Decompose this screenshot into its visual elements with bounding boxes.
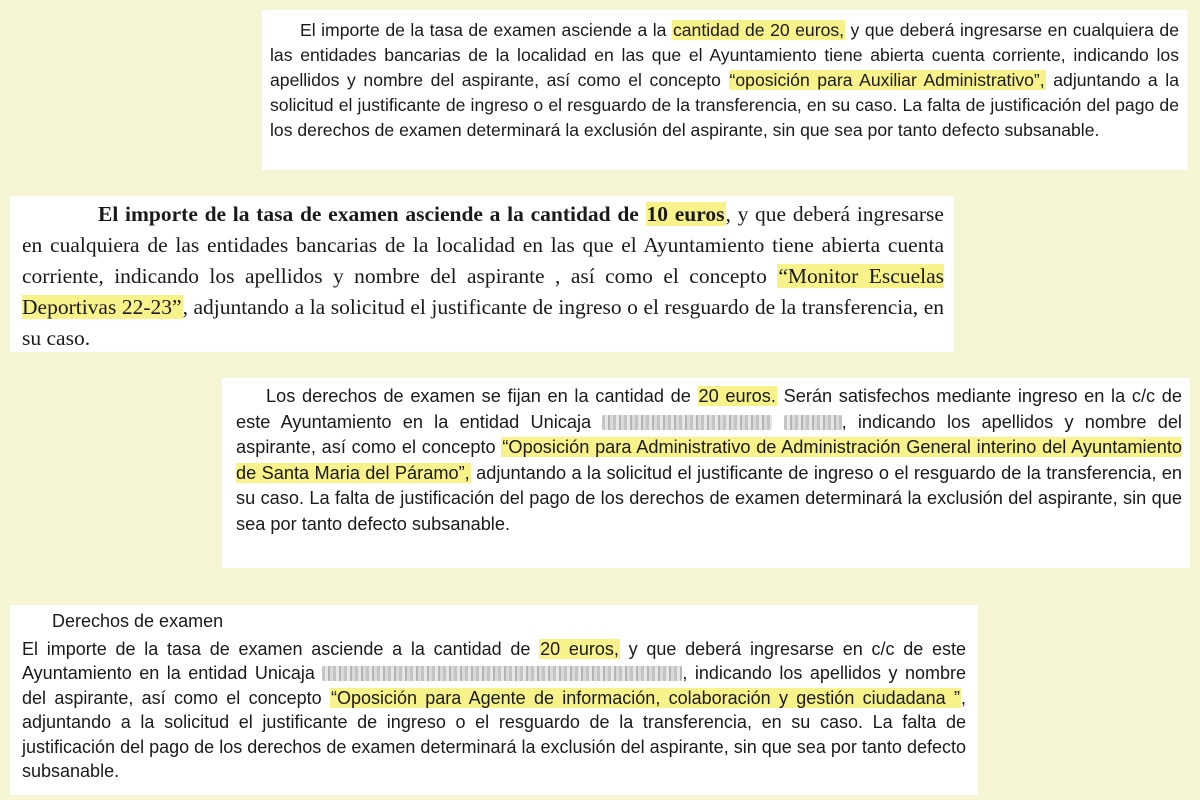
- clip-4-paragraph: [22, 637, 966, 784]
- clip-4-text-3: , indicando los apellidos y nombre del aspirante, así como el concepto: [22, 663, 966, 708]
- clip-3-text-1: Los derechos de examen se fijan en la cantidad de: [266, 386, 698, 406]
- clip-4-concept-highlight: “Oposición para Agente de información, colaboración y gestión ciudadana ”: [330, 687, 960, 708]
- clip-4-text-2: y que deberá ingresarse en c/c de este Ayuntamiento en la entidad Unicaja: [22, 638, 966, 683]
- document-clip-1: [262, 10, 1187, 170]
- clip-3-text-2: Serán satisfechos mediante ingreso en la c/c de este Ayuntamiento en la entidad Unicaja: [236, 386, 1182, 432]
- clip-4-heading: Derechos de examen: [52, 611, 224, 631]
- clip-1-concept-highlight: “oposición para Auxiliar Administrativo”,: [729, 70, 1045, 90]
- clip-3-text-3: , indicando los apellidos y nombre del aspirante, así como el concepto: [236, 411, 1182, 457]
- document-clip-4: [10, 605, 978, 795]
- clip-1-amount-highlight: cantidad de 20 euros,: [672, 20, 845, 40]
- clip-2-paragraph: [22, 199, 944, 354]
- clip-2-concept-highlight: “Monitor Escuelas Deportivas 22-23”: [22, 264, 944, 319]
- clip-4-text-4: , adjuntando a la solicitud el justificante de ingreso o el resguardo de la transferencia, en su caso. La falta de justificación del pago de los derechos de examen determinará la exclusión del aspirante, sin que sea por tanto defecto subsanable.: [22, 687, 967, 781]
- document-clip-2: [10, 196, 954, 352]
- clip-2-amount-highlight: 10 euros: [646, 202, 725, 226]
- clip-1-text-2: y que deberá ingresarse en cualquiera de las entidades bancarias de la localidad en las que el Ayuntamiento tiene abierta cuenta corriente, indicando los apellidos y nombre del aspirante, así como el concepto: [270, 20, 1179, 90]
- clip-3-redacted-account-a: [602, 415, 772, 430]
- clip-1-text-3: adjuntando a la solicitud el justificante de ingreso o el resguardo de la transferencia, en su caso. La falta de justificación del pago de los derechos de examen determinará la exclusión del aspirante, sin que sea por tanto defecto subsanable.: [270, 70, 1180, 140]
- clip-4-text-1: El importe de la tasa de examen asciende a la cantidad de: [22, 638, 540, 659]
- clip-2-text-3: , adjuntando a la solicitud el justificante de ingreso o el resguardo de la transferencia, en su caso.: [22, 295, 944, 350]
- clip-4-redacted-account: [322, 666, 682, 681]
- clip-3-concept-highlight: “Oposición para Administrativo de Administración General interino del Ayuntamiento de Santa Maria del Páramo”,: [236, 437, 1182, 483]
- clip-1-text-1: El importe de la tasa de examen asciende a la: [300, 20, 672, 40]
- clip-3-paragraph: [236, 384, 1182, 537]
- clip-4-amount-highlight: 20 euros,: [540, 638, 619, 659]
- document-clip-3: [222, 378, 1190, 568]
- clip-1-paragraph: [270, 18, 1179, 143]
- clip-2-lead-text: El importe de la tasa de examen asciende a la cantidad de: [98, 202, 646, 226]
- clip-3-redacted-account-b: [784, 415, 842, 430]
- clip-3-text-4: adjuntando a la solicitud el justificante de ingreso o el resguardo de la transferencia, en su caso. La falta de justificación del pago de los derechos de examen determinará la exclusión del aspirante, sin que sea por tanto defecto subsanable.: [236, 462, 1183, 534]
- clip-3-amount-highlight: 20 euros.: [698, 386, 776, 406]
- clip-2-text-2: , y que deberá ingresarse en cualquiera de las entidades bancarias de la localidad en las que el Ayuntamiento tiene abierta cuenta corriente, indicando los apellidos y nombre del aspirante , así como el concepto: [22, 202, 944, 288]
